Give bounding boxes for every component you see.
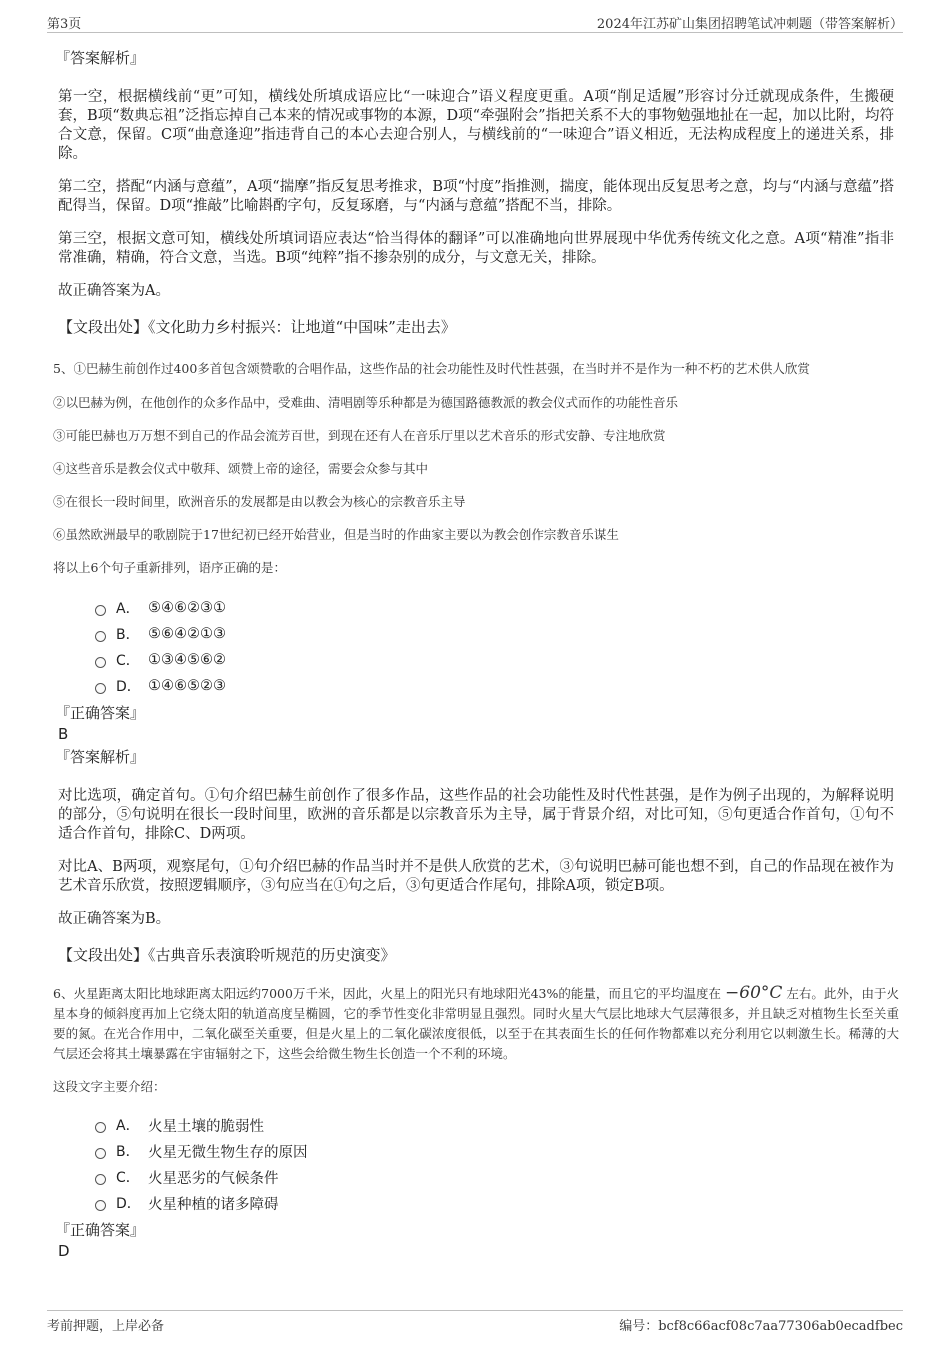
q5-option-d[interactable] [95,673,905,699]
q5-answer: B [58,725,69,743]
q4-analysis-paragraph-2: 第二空，搭配“内涵与意蕴”，A项“揣摩”指反复思考推求，B项“忖度”指推测，揣度，能体现出反复思考之意，均与“内涵与意蕴”搭配得当，保留。D项“推敲”比喻斟酌字句，反复琢磨，与“内涵与意蕴”搭配不当，排除。 [58,179,894,214]
q5-stem: 5、①巴赫生前创作过400多首包含颂赞歌的合唱作品，这些作品的社会功能性及时代性甚强，在当时并不是作为一种不朽的艺术供人欣赏 [53,361,810,376]
q5-option-b[interactable] [95,621,905,647]
q5-analysis-label: 『答案解析』 [55,748,146,766]
option-text: ⑤④⑥②③① [148,600,226,616]
q4-source: 【文段出处】《文化助力乡村振兴：让地道“中国味”走出去》 [58,318,456,336]
q5-sentence-4: ④这些音乐是教会仪式中敬拜、颂赞上帝的途径，需要会众参与其中 [53,461,429,476]
q5-sentence-5: ⑤在很长一段时间里，欧洲音乐的发展都是由以教会为核心的宗教音乐主导 [53,494,466,509]
radio-icon[interactable] [95,1122,106,1133]
q6-stem [53,983,899,1064]
q5-analysis-paragraph-2: 对比A、B两项，观察尾句，①句介绍巴赫的作品当时并不是供人欣赏的艺术，③句说明巴赫可能也想不到，自己的作品现在被作为艺术音乐欣赏，按照逻辑顺序，③句应当在①句之后，③句更适合作尾句，排除A项，锁定B项。 [58,859,894,894]
q6-option-d[interactable] [95,1190,905,1216]
q5-answer-label: 『正确答案』 [55,704,146,722]
q6-stem-after: 左右。此外，由于火星本身的倾斜度再加上它绕太阳的轨道高度呈椭圆，它的季节性变化非常明显且强烈。同时火星大气层比地球大气层薄很多，并且缺乏对植物生长至关重要的氮。在光合作用中，二氧化碳至关重要，但是火星上的二氧化碳浓度很低，以至于在其表面生长的任何作物都难以充分利用它以刺激生长。稀薄的大气层还会将其土壤暴露在宇宙辐射之下，这些会给微生物生长创造一个不利的环境。 [53,986,899,1061]
radio-icon[interactable] [95,657,106,668]
q6-option-b[interactable] [95,1138,905,1164]
q6-stem-before: 6、火星距离太阳比地球距离太阳远约7000万千米，因此，火星上的阳光只有地球阳光43%的能量，而且它的平均温度在 [53,986,722,1001]
option-letter: A． [116,601,140,617]
q5-sentence-3: ③可能巴赫也万万想不到自己的作品会流芳百世，到现在还有人在音乐厅里以艺术音乐的形式安静、专注地欣赏 [53,428,666,443]
radio-icon[interactable] [95,1200,106,1211]
page-content [47,40,905,1260]
q4-analysis-label: 『答案解析』 [55,49,146,67]
document-code: 编号：bcf8c66acf08c7aa77306ab0ecadfbec [619,1319,903,1334]
page-footer [47,1310,903,1335]
option-letter: C． [116,1170,140,1186]
page-header [47,12,903,33]
option-letter: D． [116,1196,141,1212]
q4-analysis-paragraph-1: 第一空，根据横线前“更”可知，横线处所填成语应比“一味迎合”语义程度更重。A项“削足适履”形容讨分迁就现成条件，生搬硬套，B项“数典忘祖”泛指忘掉自己本来的情况或事物的本源，D项“牵强附会”指把关系不大的事物勉强地扯在一起，加以比附，均符合文意，保留。C项“曲意逢迎”指违背自己的本心去迎合别人，与横线前的“一味迎合”语义相近，无法构成程度上的递进关系，排除。 [58,89,894,162]
q6-option-c[interactable] [95,1164,905,1190]
q5-sentence-6: ⑥虽然欧洲最早的歌剧院于17世纪初已经开始营业，但是当时的作曲家主要以为教会创作宗教音乐谋生 [53,527,619,542]
q5-options [95,595,905,699]
q5-analysis-paragraph-1: 对比选项，确定首句。①句介绍巴赫生前创作了很多作品，这些作品的社会功能性及时代性甚强，是作为例子出现的，为解释说明的部分，⑤句说明在很长一段时间里，欧洲的音乐都是以宗教音乐为主导，属于背景介绍，对比可知，⑤句更适合作首句，①句不适合作首句，排除C、D两项。 [58,788,894,842]
radio-icon[interactable] [95,631,106,642]
q6-answer: D [58,1242,70,1260]
radio-icon[interactable] [95,1174,106,1185]
temperature-formula: −60°C [725,983,783,1003]
q5-option-c[interactable] [95,647,905,673]
radio-icon[interactable] [95,683,106,694]
footer-slogan: 考前押题，上岸必备 [47,1319,165,1334]
q6-options [95,1112,905,1216]
q6-question: 这段文字主要介绍： [53,1079,166,1094]
option-letter: B． [116,1144,140,1160]
option-text: 火星土壤的脆弱性 [148,1118,264,1135]
document-title: 2024年江苏矿山集团招聘笔试冲刺题（带答案解析） [596,17,903,32]
option-letter: B． [116,627,140,643]
option-text: 火星恶劣的气候条件 [148,1170,279,1187]
option-letter: C． [116,653,140,669]
option-text: ①③④⑤⑥② [148,652,226,668]
radio-icon[interactable] [95,1148,106,1159]
option-letter: A． [116,1118,140,1134]
q6-answer-label: 『正确答案』 [55,1221,146,1239]
option-letter: D． [116,679,141,695]
option-text: ①④⑥⑤②③ [148,678,226,694]
q5-option-a[interactable] [95,595,905,621]
option-text: 火星无微生物生存的原因 [148,1144,308,1161]
q5-source: 【文段出处】《古典音乐表演聆听规范的历史演变》 [58,946,396,964]
page-number: 第3页 [47,17,82,32]
q5-conclusion: 故正确答案为B。 [58,911,171,927]
q5-sentence-2: ②以巴赫为例，在他创作的众多作品中，受难曲、清唱剧等乐种都是为德国路德教派的教会仪式而作的功能性音乐 [53,395,679,410]
option-text: 火星种植的诸多障碍 [148,1196,279,1213]
option-text: ⑤⑥④②①③ [148,626,226,642]
radio-icon[interactable] [95,605,106,616]
q5-question: 将以上6个句子重新排列，语序正确的是： [53,560,286,575]
q4-conclusion: 故正确答案为A。 [58,283,170,299]
q4-analysis-paragraph-3: 第三空，根据文意可知，横线处所填词语应表达“恰当得体的翻译”可以准确地向世界展现中华优秀传统文化之意。A项“精准”指非常准确，精确，符合文意，当选。B项“纯粹”指不掺杂别的成分，与文意无关，排除。 [58,231,894,266]
q6-option-a[interactable] [95,1112,905,1138]
